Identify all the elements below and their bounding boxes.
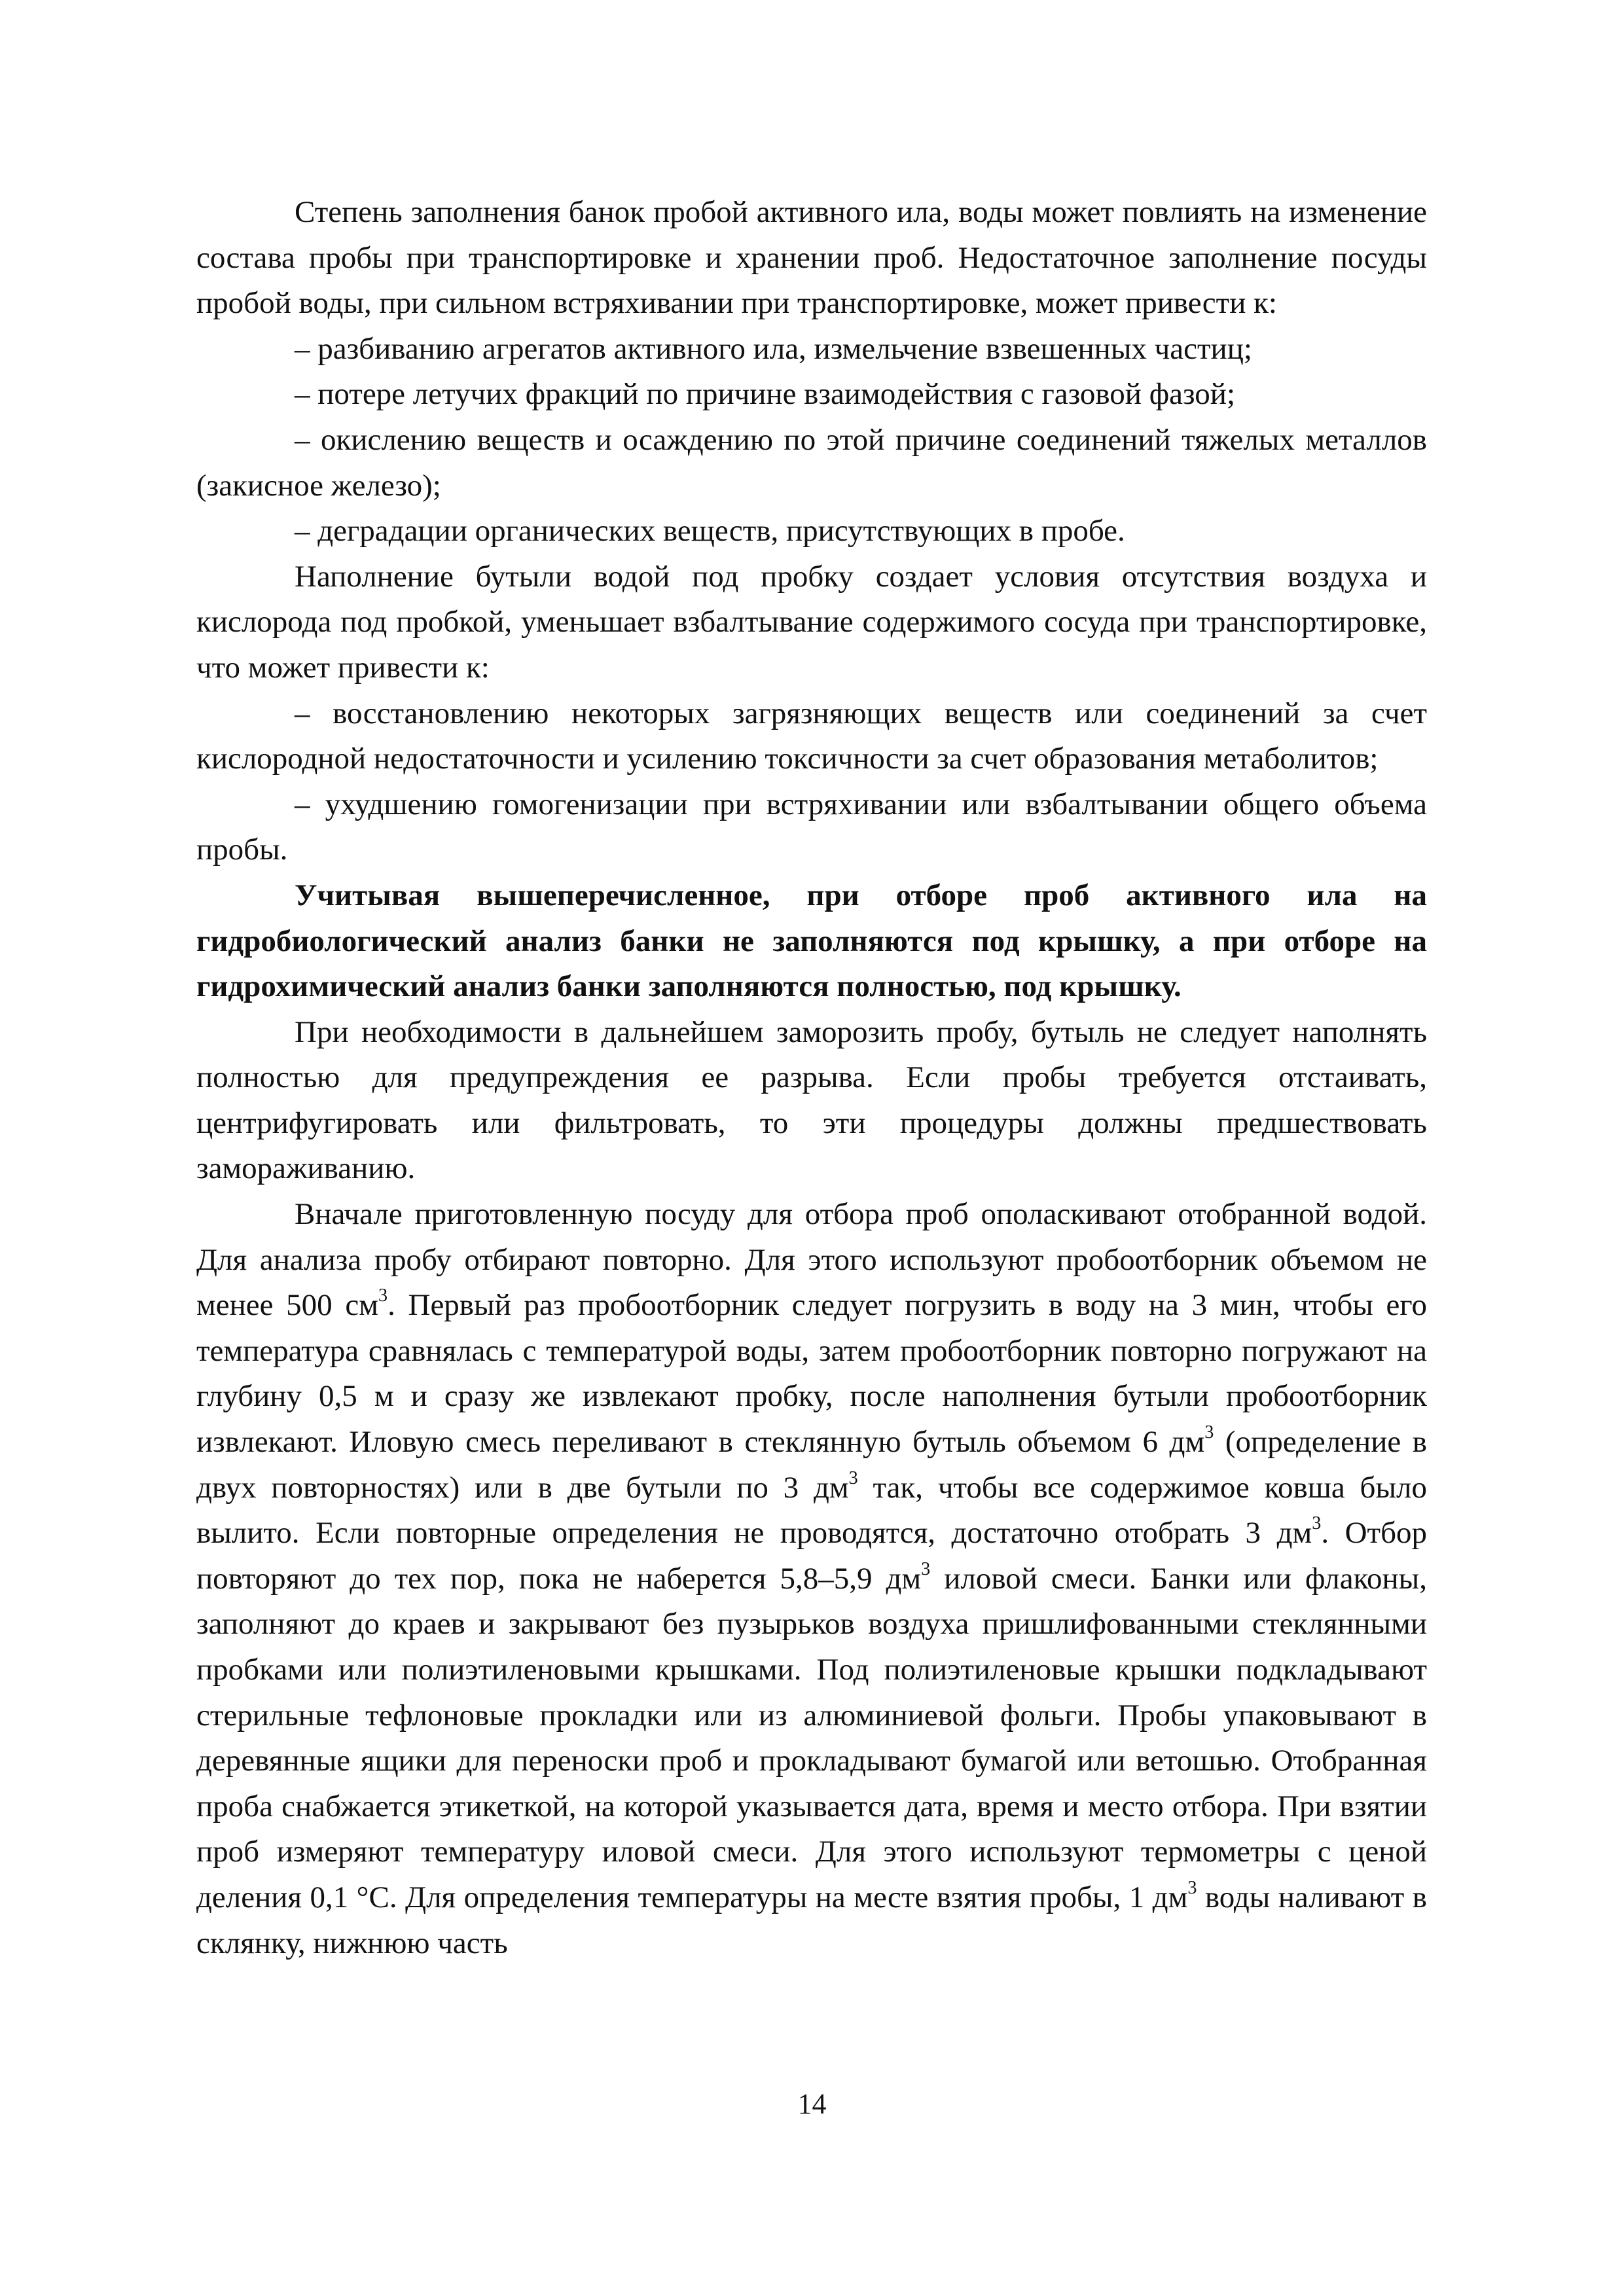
superscript: 3 [1312, 1513, 1322, 1534]
text-run: . Первый раз пробоотборник следует погрузить в воду на 3 мин, чтобы его температура сравнялась с температурой воды, затем пробоотборник повторно погружают на глубину 0,5 м и сразу же извлекают пробку, после наполнения бутыли пробоотборник извлекают. Иловую смесь переливают в стеклянную бутыль объемом 6 дм [196, 1288, 1427, 1460]
superscript: 3 [848, 1467, 858, 1488]
text-run: иловой смеси. Банки или флаконы, заполняют до краев и закрывают без пузырьков воздуха пришлифованными стеклянными пробками или полиэтиленовыми крышками. Под полиэтиленовые крышки подкладывают стерильные тефлоновые прокладки или из алюминиевой фольги. Пробы упаковывают в деревянные ящики для переноски проб и прокладывают бумагой или ветошью. Отобранная проба снабжается этикеткой, на которой указывается дата, время и место отбора. При взятии проб измеряют температуру иловой смеси. Для этого используют термометры с ценой деления 0,1 °С. Для определения температуры на месте взятия пробы, 1 дм [196, 1561, 1427, 1914]
list-item-oxidation: – окислению веществ и осаждению по этой причине соединений тяжелых металлов (закисное железо); [196, 422, 1427, 503]
list-item-restoration: – восстановлению некоторых загрязняющих веществ или соединений за счет кислородной недостаточности и усилению токсичности за счет образования метаболитов; [196, 696, 1427, 776]
superscript: 3 [1187, 1877, 1197, 1898]
text-run: Вначале приготовленную посуду для отбора проб ополаскивают отобранной водой. Для анализа пробу отбирают повторно. Для этого используют пробоотборник объемом не менее 500 см [196, 1197, 1427, 1323]
paragraph-sampling-procedure [196, 1192, 1427, 1966]
paragraph-conclusion-bold: Учитывая вышеперечисленное, при отборе проб активного ила на гидробиологический анализ банки не заполняются под крышку, а при отборе на гидрохимический анализ банки заполняются полностью, под крышку. [196, 878, 1427, 1004]
list-item-homogenization: – ухудшению гомогенизации при встряхивании или взбалтывании общего объема пробы. [196, 787, 1427, 867]
paragraph-freezing: При необходимости в дальнейшем заморозить пробу, бутыль не следует наполнять полностью для предупреждения ее разрыва. Если пробы требуется отстаивать, центрифугировать или фильтровать, то эти процедуры должны предшествовать замораживанию. [196, 1014, 1427, 1186]
text-run: воды наливают в склянку, нижнюю часть [196, 1880, 1427, 1960]
superscript: 3 [1204, 1422, 1214, 1443]
list-item-degradation: – деградации органических веществ, присутствующих в пробе. [295, 514, 1125, 548]
page-number: 14 [797, 2088, 827, 2120]
text-run: (определение в двух повторностях) или в две бутыли по 3 дм [196, 1425, 1427, 1505]
text-run: так, чтобы все содержимое ковша было вылито. Если повторные определения не проводятся, достаточно отобрать 3 дм [196, 1470, 1427, 1551]
text-run: . Отбор повторяют до тех пор, пока не наберется 5,8–5,9 дм [196, 1516, 1427, 1596]
list-item-aggregates: – разбиванию агрегатов активного ила, измельчение взвешенных частиц; [295, 331, 1252, 366]
paragraph-bottle-filling: Наполнение бутыли водой под пробку создает условия отсутствия воздуха и кислорода под пробкой, уменьшает взбалтывание содержимого сосуда при транспортировке, что может привести к: [196, 559, 1427, 685]
paragraph-sample-filling: Степень заполнения банок пробой активного ила, воды может повлиять на изменение состава пробы при транспортировке и хранении проб. Недостаточное заполнение посуды пробой воды, при сильном встряхивании при транспортировке, может привести к: [196, 195, 1427, 321]
list-item-volatile: – потере летучих фракций по причине взаимодействия с газовой фазой; [295, 377, 1236, 412]
superscript: 3 [378, 1285, 388, 1306]
body-text [196, 190, 1427, 1966]
superscript: 3 [921, 1558, 931, 1579]
